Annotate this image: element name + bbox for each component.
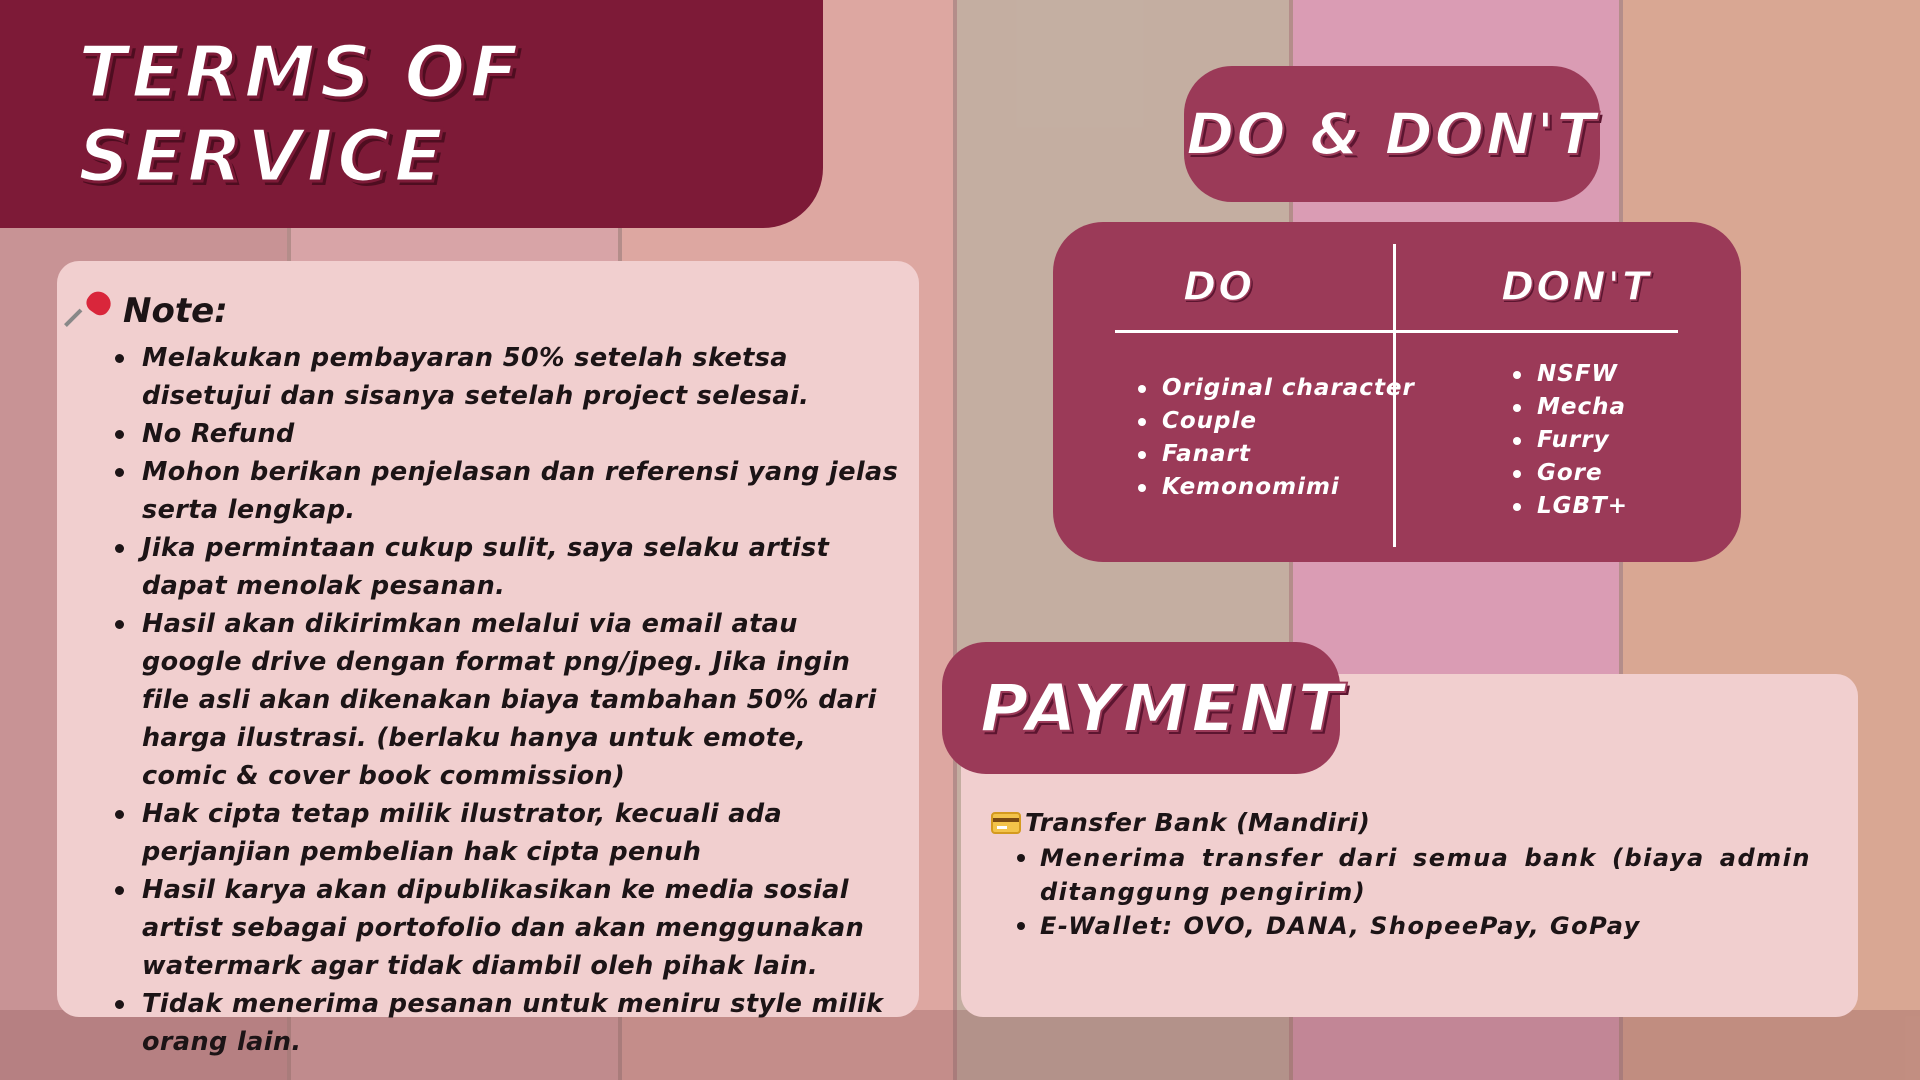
list-item: No Refund xyxy=(115,415,899,453)
list-item: Mecha xyxy=(1513,391,1628,424)
payment-method xyxy=(991,808,1811,837)
list-item: NSFW xyxy=(1513,358,1628,391)
tos-header xyxy=(0,0,823,228)
list-item: LGBT+ xyxy=(1513,490,1628,523)
payment-list xyxy=(991,841,1811,943)
list-item: Couple xyxy=(1138,405,1415,438)
list-item: E-Wallet: OVO, DANA, ShopeePay, GoPay xyxy=(1017,909,1811,943)
list-item: Hasil akan dikirimkan melalui via email atau google drive dengan format png/jpeg. Jika ingin file asli akan dikenakan biaya tambahan 50% dari harga ilustrasi. (berlaku hanya untuk emote, comic & cover book commission) xyxy=(115,605,899,795)
note-heading xyxy=(75,291,899,331)
dont-column-header: DON'T xyxy=(1501,264,1652,310)
list-item: Gore xyxy=(1513,457,1628,490)
dont-list xyxy=(1513,358,1628,523)
note-label: Note: xyxy=(123,291,228,331)
table-divider-horizontal xyxy=(1115,330,1678,333)
list-item: Kemonomimi xyxy=(1138,471,1415,504)
list-item: Furry xyxy=(1513,424,1628,457)
list-item: Tidak menerima pesanan untuk meniru style milik orang lain. xyxy=(115,985,899,1061)
credit-card-icon xyxy=(991,812,1021,834)
do-list xyxy=(1138,372,1415,504)
list-item: Hak cipta tetap milik ilustrator, kecuali ada perjanjian pembelian hak cipta penuh xyxy=(115,795,899,871)
pushpin-icon xyxy=(75,292,113,330)
payment-body xyxy=(991,808,1811,943)
list-item: Jika permintaan cukup sulit, saya selaku artist dapat menolak pesanan. xyxy=(115,529,899,605)
do-column-header: DO xyxy=(1183,264,1255,310)
list-item: Mohon berikan penjelasan dan referensi yang jelas serta lengkap. xyxy=(115,453,899,529)
do-dont-header xyxy=(1184,66,1600,202)
page-title: TERMS OF SERVICE xyxy=(78,30,523,198)
do-dont-title: DO & DON'T xyxy=(1186,100,1598,168)
note-card xyxy=(57,261,919,1057)
list-item: Melakukan pembayaran 50% setelah sketsa disetujui dan sisanya setelah project selesai. xyxy=(115,339,899,415)
list-item: Hasil karya akan dipublikasikan ke media sosial artist sebagai portofolio dan akan menggunakan watermark agar tidak diambil oleh pihak lain. xyxy=(115,871,899,985)
list-item: Fanart xyxy=(1138,438,1415,471)
do-dont-table xyxy=(1053,222,1741,562)
payment-header xyxy=(942,642,1346,774)
note-list xyxy=(75,339,899,1061)
list-item: Original character xyxy=(1138,372,1415,405)
payment-title: PAYMENT xyxy=(980,669,1346,747)
payment-method-label: Transfer Bank (Mandiri) xyxy=(1025,808,1371,837)
list-item: Menerima transfer dari semua bank (biaya admin ditanggung pengirim) xyxy=(1017,841,1811,909)
